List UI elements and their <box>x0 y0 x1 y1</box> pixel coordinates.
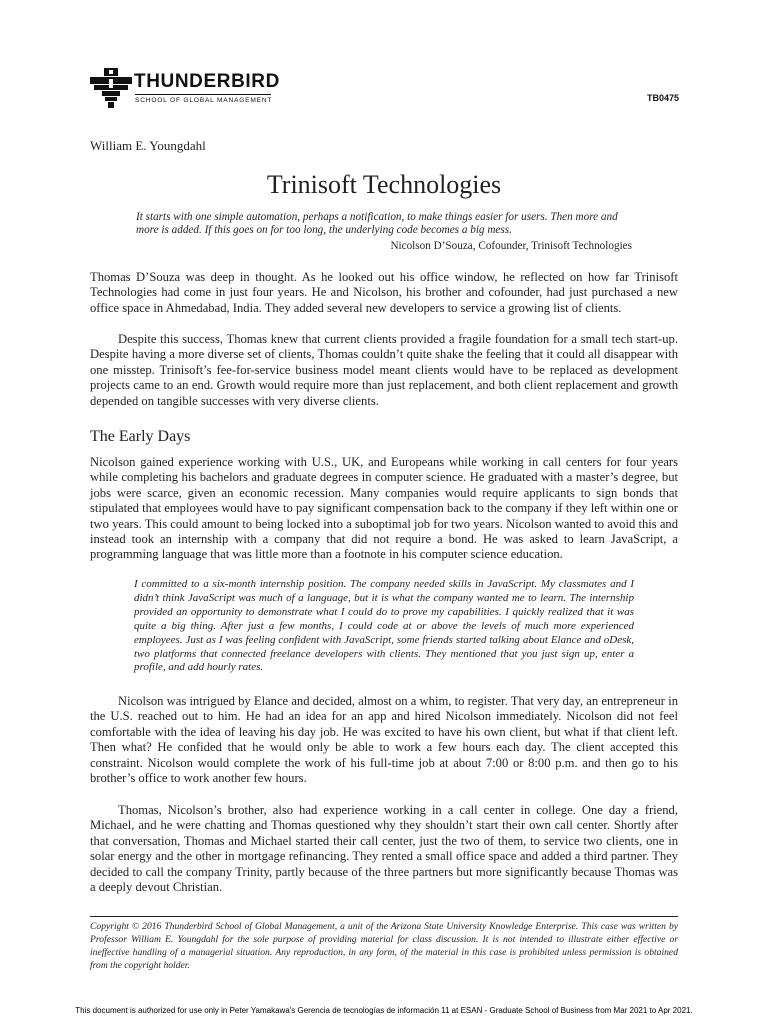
thunderbird-logo <box>90 68 280 110</box>
paragraph-intro: Thomas D’Souza was deep in thought. As he looked out his office window, he reflected on how far Trinisoft Technologies had come in just four years. He and Nicolson, his brother and cofounder, had just purchased a new office space in Ahmedabad, India. They added several new developers to service a growing list of clients. <box>90 270 678 315</box>
epigraph-attribution: Nicolson D’Souza, Cofounder, Trinisoft Technologies <box>390 240 632 252</box>
paragraph-success: Despite this success, Thomas knew that current clients provided a fragile foundation for a small tech start-up. Despite having a more diverse set of clients, Thomas couldn’t quite shake the feeling that it could all disappear with one misstep. Trinisoft’s fee-for-service business model meant clients would have to be replaced as development projects came to an end. Growth would require more than just replacement, and both client replacement and growth depended on tangible successes with very diverse clients. <box>90 332 678 408</box>
logo-name: THUNDERBIRD <box>134 71 280 92</box>
paragraph-elance: Nicolson was intrigued by Elance and decided, almost on a whim, to register. That very day, an entrepreneur in the U.S. reached out to him. He had an idea for an app and hired Nicolson immediately. Nicolson did not feel comfortable with the idea of leaving his day job. He was excited to have his own client, but what if that client left. Then what? He confided that he would only be able to work a few hours each day. The client accepted this constraint. Nicolson would complete the work of his full-time job at about 7:00 or 8:00 p.m. and then go to his brother’s office to work another few hours. <box>90 694 678 786</box>
case-code: TB0475 <box>646 93 679 103</box>
document-title: Trinisoft Technologies <box>266 170 502 199</box>
block-quote: I committed to a six-month internship position. The company needed skills in JavaScript. My classmates and I didn’t think JavaScript was much of a language, but it is what the company wanted me to learn. The internship provided an opportunity to demonstrate what I could do to prove my capabilities. I quickly realized that it was quite a big thing. After just a few months, I could code at or above the levels of much more experienced employees. Just as I was feeling confident with JavaScript, some friends started talking about Elance and oDesk, two platforms that connected freelance developers with clients. They mentioned that you just sign up, enter a profile, and add hourly rates. <box>134 578 634 674</box>
logo-divider <box>135 94 271 95</box>
author: William E. Youngdahl <box>90 138 206 153</box>
paragraph-trinity: Thomas, Nicolson’s brother, also had experience working in a call center in college. One day a friend, Michael, and he were chatting and Thomas questioned why they shouldn’t start their own call center. Shortly after that conversation, Thomas and Michael started their call center, just the two of them, to service two clients, one in solar energy and the other in mortgage refinancing. They rented a small office space and added a third partner. They decided to call the company Trinity, partly because of the three partners but more significantly because Thomas was a deeply devout Christian. <box>90 803 678 895</box>
footnote-divider <box>90 916 678 917</box>
copyright-footnote: Copyright © 2016 Thunderbird School of Global Management, a unit of the Arizona State University Knowledge Enterprise. This case was written by Professor William E. Youngdahl for the sole purpose of providing material for class discussion. It is not intended to illustrate either effective or ineffective handling of a managerial situation. Any reproduction, in any form, of the material in this case is prohibited unless permission is obtained from the copyright holder. <box>90 921 678 971</box>
epigraph-text: It starts with one simple automation, perhaps a notification, to make things easier for users. Then more and more is added. If this goes on for too long, the underlying code becomes a big mess. <box>136 211 618 236</box>
logo-subtitle: SCHOOL OF GLOBAL MANAGEMENT <box>135 97 273 104</box>
section-heading: The Early Days <box>90 428 191 445</box>
thunderbird-emblem-icon <box>90 68 132 108</box>
paragraph-early-days: Nicolson gained experience working with U.S., UK, and Europeans while working in call centers for four years while completing his bachelors and graduate degrees in computer science. He graduated with a master’s degree, but jobs were scarce, given an economic recession. Many companies would require applicants to sign bonds that stipulated that employees would have to pay significant compensation back to the company if they left within one or two years. This could amount to being locked into a suboptimal job for two years. Nicolson wanted to avoid this and instead took an internship with a company that did not require a bond. He was asked to learn JavaScript, a programming language that was little more than a footnote in his computer science education. <box>90 455 678 562</box>
license-notice: This document is authorized for use only in Peter Yamakawa's Gerencia de tecnologías de información 11 at ESAN - Graduate School of Business from Mar 2021 to Apr 2021. <box>75 1006 693 1015</box>
